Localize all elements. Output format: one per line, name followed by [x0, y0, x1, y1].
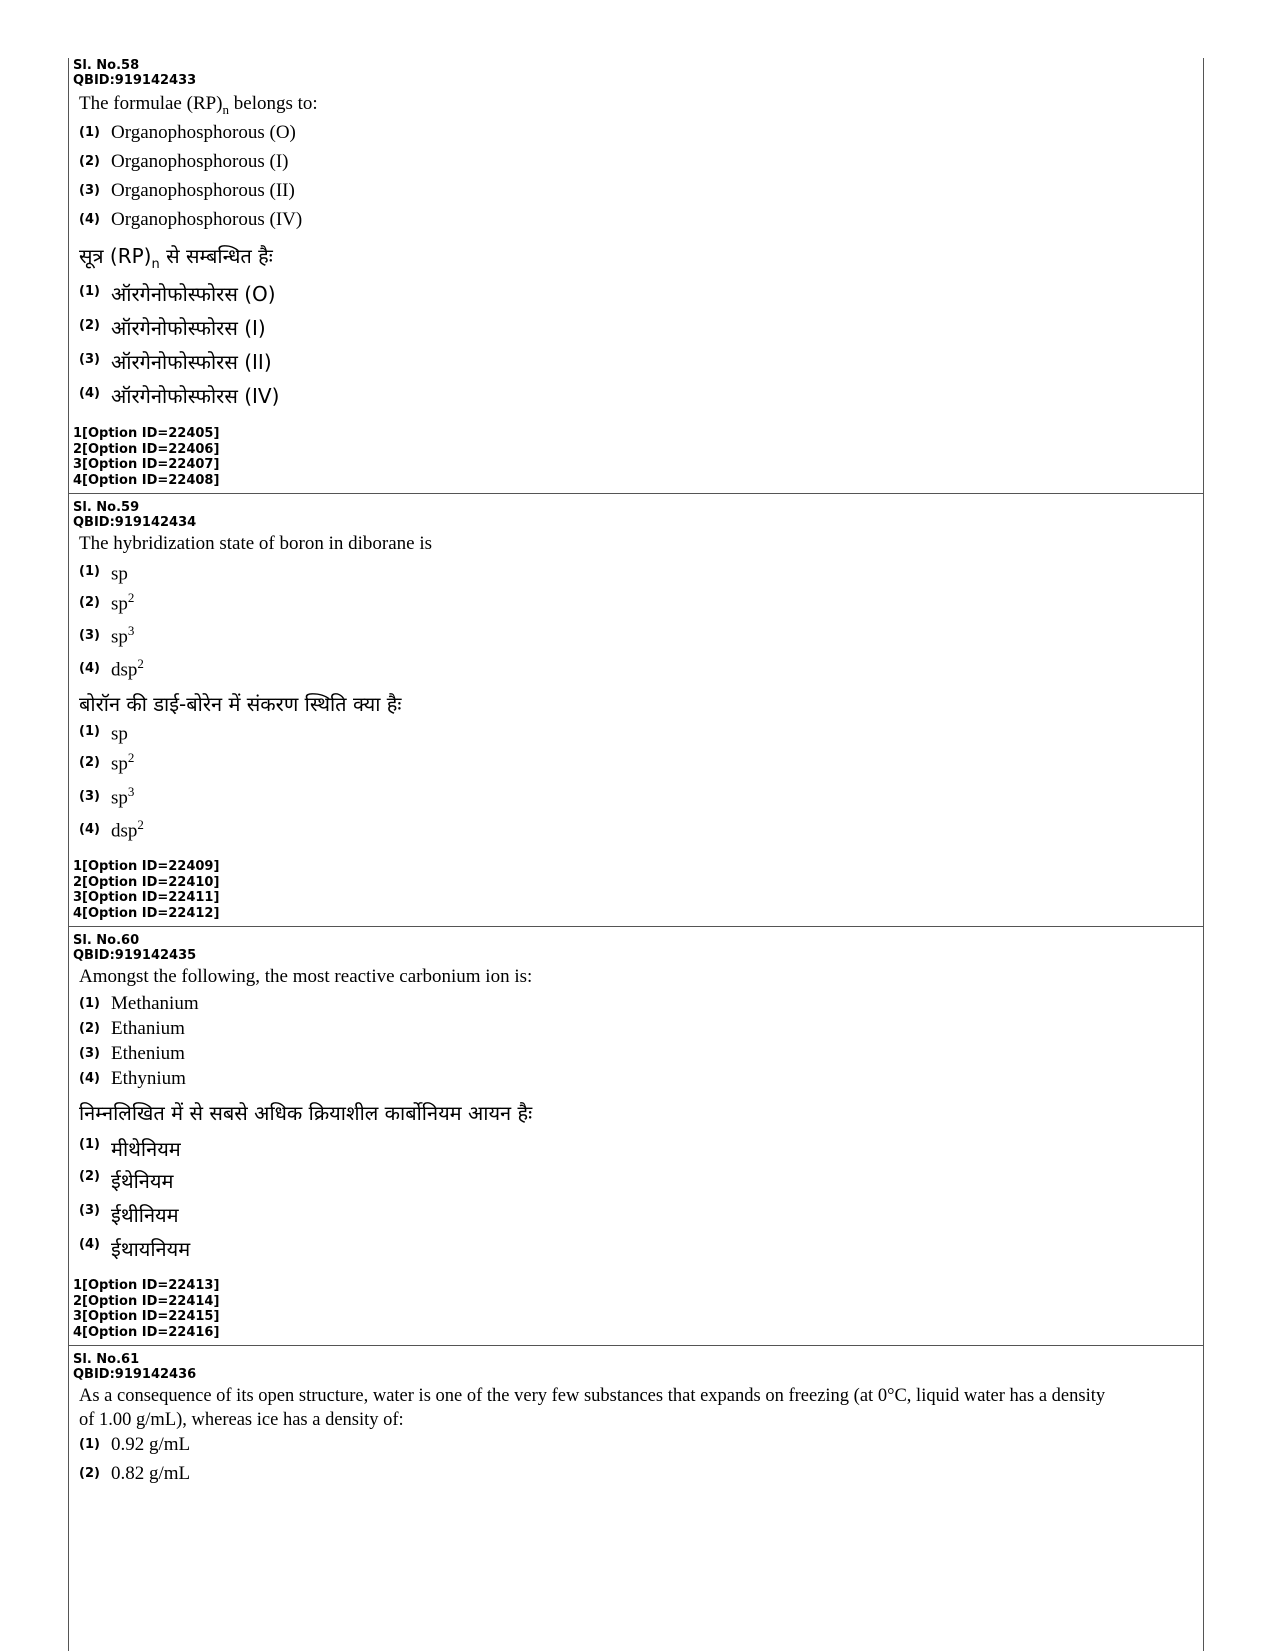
serial-number: Sl. No.58 [73, 58, 140, 73]
option-text: ऑरगेनोफोस्फोरस (IV) [111, 384, 280, 408]
option-id: 2[Option ID=22406] [73, 441, 220, 457]
option-id: 2[Option ID=22414] [73, 1293, 220, 1309]
option-number: (1) [79, 1437, 100, 1452]
option-id-list [73, 859, 219, 921]
option-id: 4[Option ID=22416] [73, 1324, 220, 1340]
question-text-hi: निम्नलिखित में से सबसे अधिक क्रियाशील कार्बोनियम आयन हैः [79, 1101, 533, 1125]
option-number: (1) [79, 125, 100, 140]
option-number: (4) [79, 1071, 100, 1086]
option-text: $sp^3$ [111, 784, 135, 809]
option-id: 1[Option ID=22405] [73, 426, 220, 441]
serial-number: Sl. No.59 [73, 500, 140, 515]
option-text: Ethenium [111, 1043, 185, 1064]
option-number: (4) [79, 386, 100, 401]
option-text: Ethynium [111, 1068, 186, 1089]
option-text: Organophosphorous (O) [111, 122, 296, 143]
question-text-hi: बोरॉन की डाई-बोरेन में संकरण स्थिति क्या हैः [79, 692, 402, 716]
option-number: (3) [79, 1203, 100, 1218]
option-text: ऑरगेनोफोस्फोरस (II) [111, 350, 272, 374]
option-text: Ethanium [111, 1018, 185, 1039]
question-text-en: Amongst the following, the most reactive carbonium ion is: [79, 966, 533, 987]
option-number: (3) [79, 1046, 100, 1061]
option-number: (2) [79, 595, 100, 610]
question-text-en: As a consequence of its open structure, water is one of the very few substances that expands on freezing (at 0°C, liquid water has a density of 1.00 g/mL), whereas ice has a density of: [79, 1386, 1106, 1430]
option-number: (3) [79, 352, 100, 367]
question-block-60 [69, 927, 1203, 1346]
option-text: Organophosphorous (IV) [111, 209, 303, 230]
qbid: QBID:919142436 [73, 1367, 197, 1382]
option-text: ऑरगेनोफोस्फोरस (O) [111, 282, 276, 306]
option-id: 2[Option ID=22410] [73, 874, 220, 890]
serial-number: Sl. No.60 [73, 933, 140, 948]
option-text: 0.82 g/mL [111, 1463, 191, 1484]
option-number: (2) [79, 1466, 100, 1481]
option-number: (1) [79, 564, 100, 579]
option-number: (2) [79, 318, 100, 333]
option-number: (2) [79, 1169, 100, 1184]
qbid: QBID:919142434 [73, 515, 197, 530]
option-id: 4[Option ID=22408] [73, 472, 220, 488]
option-id: 1[Option ID=22409] [73, 859, 220, 874]
option-text: 0.92 g/mL [111, 1434, 191, 1455]
qbid: QBID:919142435 [73, 948, 197, 963]
option-id: 4[Option ID=22412] [73, 905, 220, 921]
option-text: $sp^2$ [111, 590, 135, 615]
option-number: (4) [79, 661, 100, 676]
option-number: (3) [79, 183, 100, 198]
option-number: (2) [79, 1021, 100, 1036]
option-id: 3[Option ID=22415] [73, 1309, 220, 1324]
option-number: (1) [79, 996, 100, 1011]
option-text: Organophosphorous (II) [111, 180, 295, 201]
option-text: ईथीनियम [111, 1203, 179, 1227]
option-number: (1) [79, 1137, 100, 1152]
option-text: Organophosphorous (I) [111, 151, 289, 172]
option-id: 3[Option ID=22411] [73, 890, 220, 905]
question-block-59 [69, 494, 1203, 927]
option-number: (1) [79, 724, 100, 739]
option-text: dsp$^2$ [111, 656, 144, 681]
option-text: Methanium [111, 993, 199, 1014]
option-number: (3) [79, 628, 100, 643]
serial-number: Sl. No.61 [73, 1352, 140, 1367]
option-number: (1) [79, 284, 100, 299]
question-text-hi: सूत्र $(RP)_n$ से सम्बन्धित हैः [79, 244, 273, 272]
qbid: QBID:919142433 [73, 73, 197, 88]
option-number: (4) [79, 1237, 100, 1252]
option-number: (4) [79, 212, 100, 227]
option-number: (2) [79, 154, 100, 169]
option-text: ईथेनियम [111, 1169, 174, 1193]
option-number: (2) [79, 755, 100, 770]
option-text: ऑरगेनोफोस्फोरस (I) [111, 316, 266, 340]
option-number: (3) [79, 789, 100, 804]
option-text: मीथेनियम [111, 1137, 181, 1161]
option-number: (4) [79, 822, 100, 837]
question-block-61 [69, 1346, 1203, 1651]
option-text: $sp^3$ [111, 623, 135, 648]
option-id: 3[Option ID=22407] [73, 457, 220, 472]
option-text: ईथायनियम [111, 1237, 191, 1261]
option-id-list [73, 1278, 219, 1340]
option-text: sp [111, 563, 128, 585]
question-paper-page [68, 58, 1204, 1651]
option-text: $sp^2$ [111, 750, 135, 775]
question-block-58 [69, 58, 1203, 494]
question-text-en: The formulae $(RP)_n$ belongs to: [79, 93, 318, 117]
option-text: sp [111, 723, 128, 745]
option-text: dsp$^2$ [111, 817, 144, 842]
question-text-en: The hybridization state of boron in diborane is [79, 533, 432, 554]
option-id-list [73, 426, 219, 488]
option-id: 1[Option ID=22413] [73, 1278, 220, 1293]
